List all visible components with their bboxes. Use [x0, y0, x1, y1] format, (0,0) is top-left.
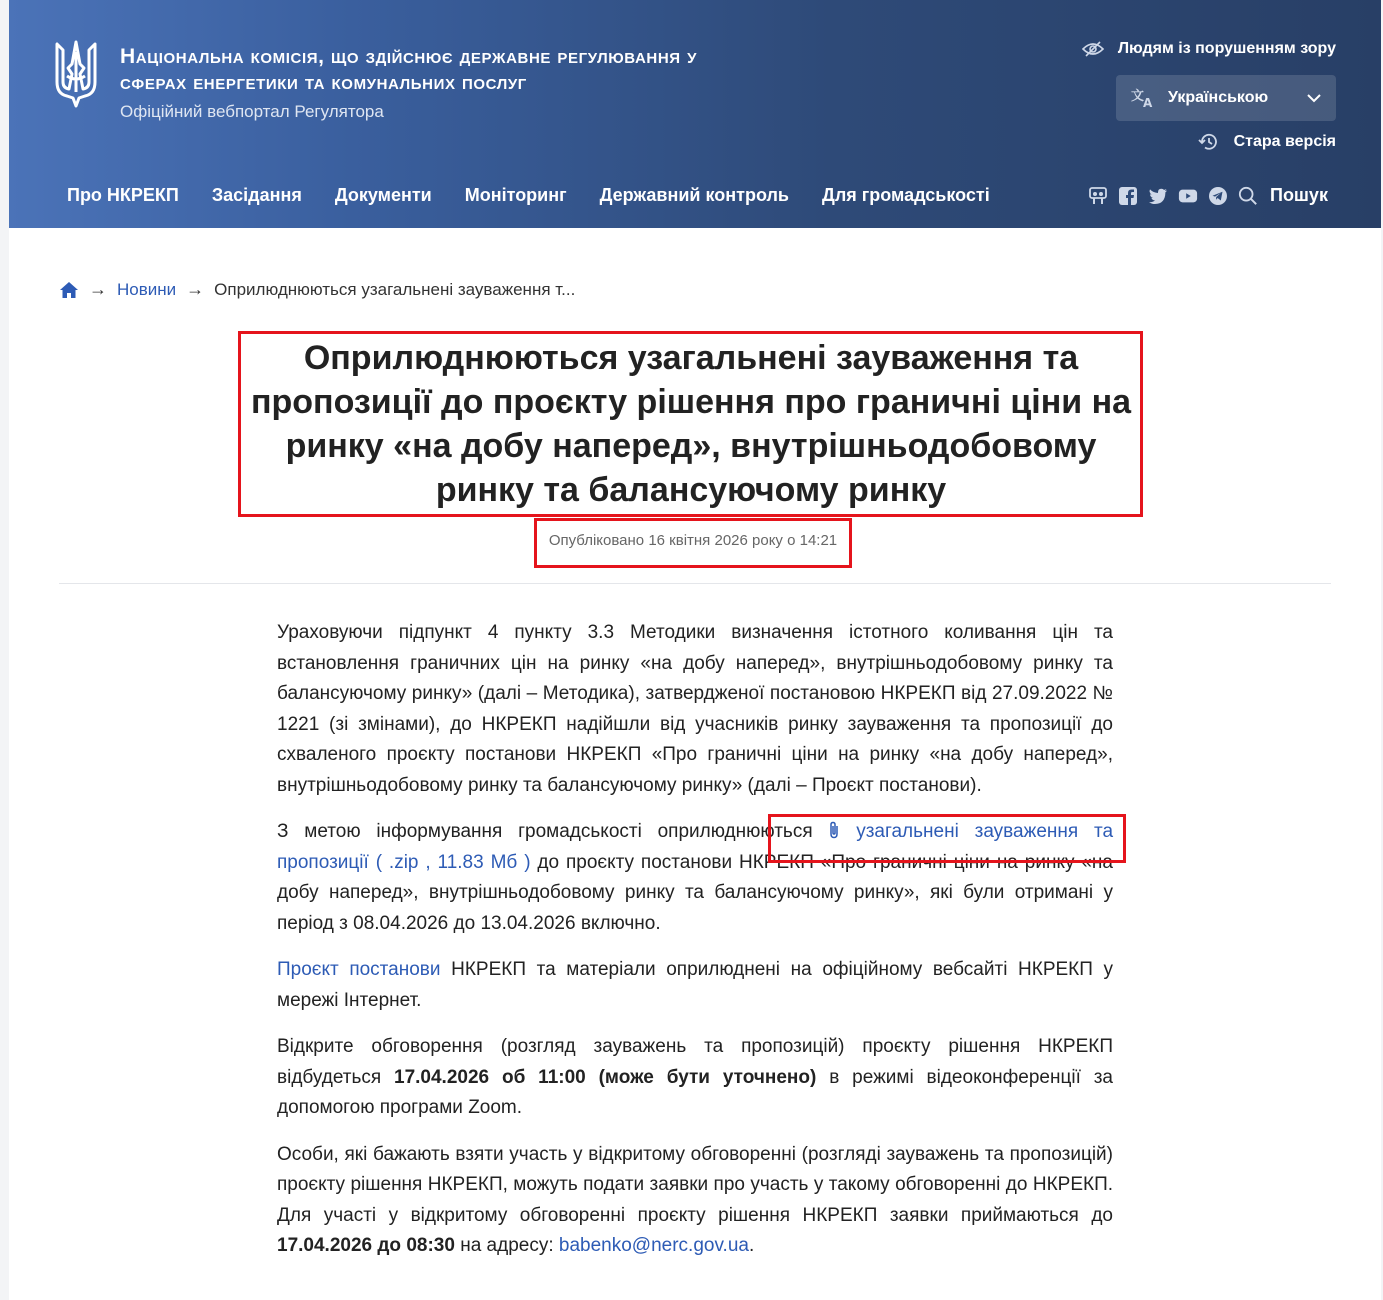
breadcrumb: [59, 279, 575, 300]
nav-item-state-control[interactable]: Державний контроль: [599, 185, 789, 205]
attachment-link-text: узагальнені зауваження та пропозиції: [277, 821, 1114, 873]
p3-text-after: НКРЕКП та матеріали оприлюднені на офіційному вебсайті НКРЕКП у мережі Інтернет.: [277, 959, 1113, 1011]
accessibility-label: Людям із порушенням зору: [1117, 40, 1336, 57]
site-header: [9, 0, 1381, 228]
twitter-icon[interactable]: [1148, 186, 1168, 206]
p4-text-after: в режимі відеоконференції за допомогою програми Zoom.: [277, 1066, 1114, 1118]
breadcrumb-current: Оприлюднюються узагальнені зауваження т...: [214, 279, 576, 299]
coat-of-arms-logo[interactable]: [53, 38, 99, 108]
p2-text-after: до проєкту постанови НКРЕКП «Про граничні ціни на ринку «на добу наперед», внутрішньодобовому ринку та балансуючому ринку», які були отримані у період з 08.04.2026 до 13.04.2026 включно.: [277, 851, 1113, 934]
page-title: Оприлюднюються узагальнені зауваження та пропозиції до проєкту рішення про граничні ціни на ринку «на добу наперед», внутрішньодобовому ринку та балансуючому ринку: [250, 339, 1132, 509]
accessibility-link[interactable]: [1082, 40, 1336, 58]
page: [9, 0, 1381, 1300]
nav-item-about[interactable]: Про НКРЕКП: [67, 185, 179, 205]
language-label: Українською: [1168, 89, 1269, 106]
nav-item-documents[interactable]: Документи: [334, 185, 432, 205]
nav-item-monitoring[interactable]: Моніторинг: [464, 185, 567, 205]
divider: [59, 583, 1331, 584]
facebook-icon[interactable]: [1118, 186, 1138, 206]
org-name: [120, 44, 880, 96]
email-link[interactable]: babenko@nerc.gov.ua: [558, 1235, 749, 1256]
article-body: [277, 618, 1113, 1278]
attachment-highlight-box: [768, 814, 1126, 863]
paragraph-3: [277, 955, 1113, 1016]
main-nav: [67, 185, 990, 206]
chevron-down-icon: [1306, 93, 1322, 103]
nav-item-meetings[interactable]: Засідання: [211, 185, 302, 205]
home-icon[interactable]: [59, 281, 79, 299]
svg-text:A: A: [1143, 96, 1153, 109]
slideshare-icon[interactable]: [1088, 186, 1108, 206]
draft-resolution-link[interactable]: Проєкт постанови: [277, 959, 441, 980]
youtube-icon[interactable]: [1178, 186, 1198, 206]
old-version-link[interactable]: [1198, 132, 1336, 152]
breadcrumb-separator: →: [186, 279, 205, 299]
p5-text-before: Особи, які бажають взяти участь у відкритому обговоренні (розгляді зауважень та пропозицій) проєкту рішення НКРЕКП, можуть подати заявки про участь у такому обговоренні до НКРЕКП. Для участі у відкритому обговоренні проєкту рішення НКРЕКП заявки приймаються до: [277, 1143, 1113, 1226]
eye-icon: [1082, 40, 1104, 58]
search-icon[interactable]: [1238, 186, 1258, 206]
paragraph-5: [277, 1140, 1113, 1262]
breadcrumb-separator: →: [89, 279, 107, 299]
p5-text-end: .: [748, 1235, 755, 1256]
nav-item-public[interactable]: Для громадськості: [822, 185, 990, 205]
paragraph-1: Ураховуючи підпункт 4 пункту 3.3 Методики визначення істотного коливання цін та встановлення граничних цін на ринку «на добу наперед», внутрішньодобовому ринку та балансуючому ринку» (далі – Методика), затвердженої постановою НКРЕКП від 27.09.2022 № 1221 (зі змінами), до НКРЕКП надійшли від учасників ринку зауваження та пропозиції до схваленого проєкту постанови НКРЕКП «Про граничні ціни на ринку «на добу наперед», внутрішньодобовому ринку та балансуючому ринку» (далі – Проєкт постанови).: [277, 622, 1113, 796]
telegram-icon[interactable]: [1208, 186, 1228, 206]
svg-text:文: 文: [1131, 89, 1145, 104]
social-links: [1088, 185, 1328, 206]
history-icon: [1198, 132, 1220, 152]
p4-date-bold: 17.04.2026 об 11:00 (може бути уточнено): [394, 1066, 817, 1088]
org-name-line-1: Національна комісія, що здійснює державне регулювання у: [120, 45, 698, 68]
p5-text-mid: на адресу:: [454, 1235, 559, 1256]
org-name-line-2: сферах енергетики та комунальних послуг: [120, 71, 527, 94]
attachment-file-info: ( .zip , 11.83 Мб ): [375, 851, 531, 873]
language-select[interactable]: [1116, 75, 1336, 121]
p2-text-before: З метою інформування громадськості оприлюднюються: [277, 821, 829, 842]
p5-deadline-bold: 17.04.2026 до 08:30: [277, 1235, 455, 1256]
search-label[interactable]: Пошук: [1270, 185, 1328, 205]
breadcrumb-news[interactable]: Новини: [117, 279, 177, 299]
org-subtitle: Офіційний вебпортал Регулятора: [120, 102, 384, 121]
translate-icon: [1130, 87, 1156, 109]
old-version-label: Стара версія: [1233, 133, 1336, 150]
paragraph-4: [277, 1032, 1113, 1124]
p4-text-before: Відкрите обговорення (розгляд зауважень та пропозицій) проєкту рішення НКРЕКП відбудеться: [277, 1036, 1113, 1088]
published-date: Опубліковано 16 квітня 2026 року о 14:21: [548, 532, 838, 549]
